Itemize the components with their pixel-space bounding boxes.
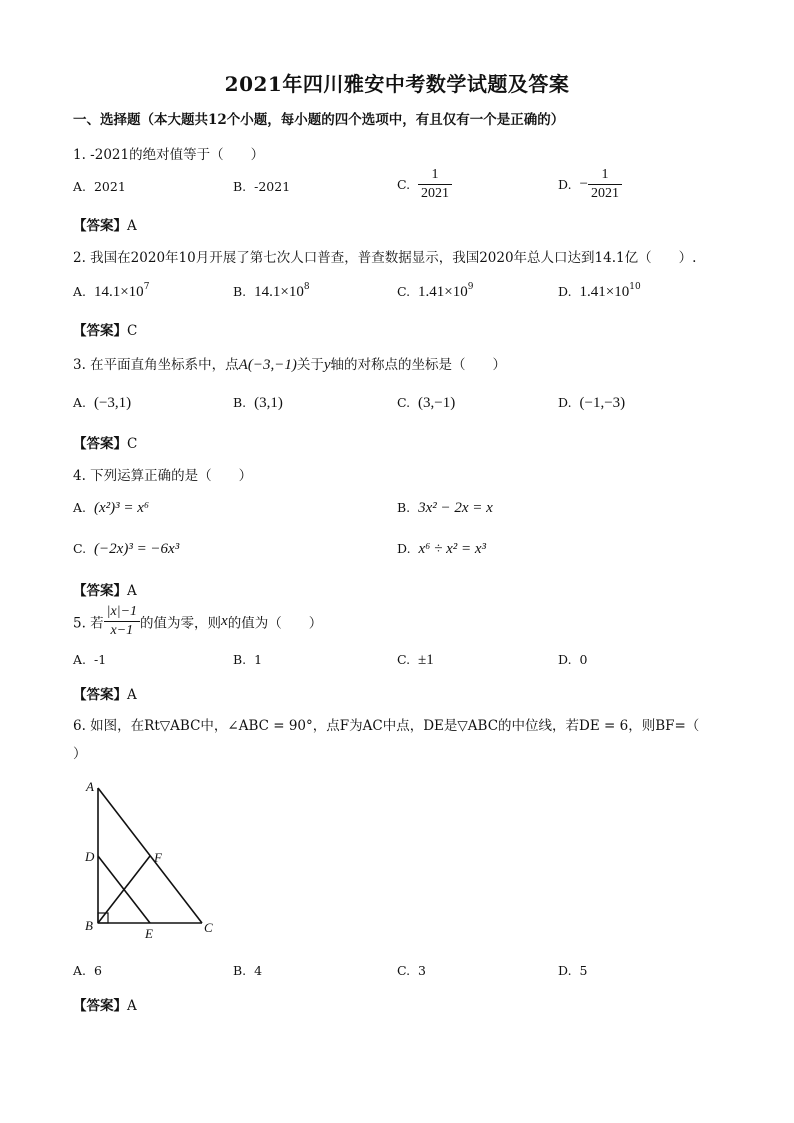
q6-option-c: C. 3 bbox=[397, 963, 426, 978]
q6-stem-line1: 6. 如图，在Rt▽ABC中，∠ABC = 90°，点F为AC中点，DE是▽ABC的中位线，若DE = 6，则BF=（ bbox=[73, 718, 700, 734]
q4-option-d: D. x⁶ ÷ x² = x³ bbox=[397, 541, 487, 557]
q3-option-a: A. (−3,1) bbox=[73, 395, 132, 411]
label-d: D bbox=[85, 849, 95, 864]
q6-stem-line2: ） bbox=[73, 746, 87, 762]
q6-option-a: A. 6 bbox=[73, 963, 102, 978]
page-title: 2021年四川雅安中考数学试题及答案 bbox=[224, 72, 570, 96]
q4-answer: 【答案】A bbox=[73, 583, 137, 599]
q2-stem: 2. 我国在2020年10月开展了第七次人口普查，普查数据显示，我国2020年总人口达到14.1亿（ ）. bbox=[73, 250, 697, 266]
label-a: A bbox=[86, 779, 94, 794]
q1-fraction-d: $\frac{1}{2021}$ bbox=[588, 166, 622, 203]
q5-option-d: D. 0 bbox=[558, 652, 588, 667]
q3-option-d: D. (−1,−3) bbox=[558, 395, 626, 411]
q2-option-d: D. $1.41\times 10^{10}$ bbox=[558, 282, 641, 300]
q4-stem: 4. 下列运算正确的是（ ） bbox=[73, 468, 253, 484]
q1-option-b: B. -2021 bbox=[233, 179, 291, 194]
q5-option-b: B. 1 bbox=[233, 652, 263, 667]
q6-answer: 【答案】A bbox=[73, 998, 137, 1014]
q5-fraction: $\frac{|x|-1}{x-1}$ bbox=[104, 603, 140, 640]
q3-stem: 3. 在平面直角坐标系中，点A(−3,−1)关于y轴的对称点的坐标是（ ） bbox=[73, 357, 506, 373]
q1-stem: 1. -2021的绝对值等于（ ） bbox=[73, 147, 265, 163]
q5-stem: 5. 若 $\frac{|x|-1}{x-1}$ 的值为零，则x的值为（ ） bbox=[73, 604, 323, 638]
q1-option-a: A. 2021 bbox=[73, 179, 126, 194]
q1-option-c: C. $\frac{1}{2021}$ bbox=[397, 166, 452, 203]
q3-answer: 【答案】C bbox=[73, 436, 138, 452]
q2-answer: 【答案】C bbox=[73, 323, 138, 339]
q5-option-c: C. ±1 bbox=[397, 652, 434, 668]
q5-answer: 【答案】A bbox=[73, 687, 137, 703]
q6-option-d: D. 5 bbox=[558, 963, 588, 978]
q2-option-b: B. $14.1\times 10^8$ bbox=[233, 282, 310, 300]
triangle-figure bbox=[80, 778, 220, 947]
label-f: F bbox=[154, 850, 162, 865]
q4-option-b: B. 3x² − 2x = x bbox=[397, 500, 493, 516]
q6-option-b: B. 4 bbox=[233, 963, 263, 978]
q2-option-c: C. $1.41\times 10^9$ bbox=[397, 282, 474, 300]
label-c: C bbox=[204, 920, 213, 935]
q1-option-d: D. − $\frac{1}{2021}$ bbox=[558, 166, 622, 203]
q4-option-a: A. (x²)³ = x⁶ bbox=[73, 500, 150, 516]
q2-option-a: A. $14.1\times 10^7$ bbox=[73, 282, 150, 300]
q1-fraction-c: $\frac{1}{2021}$ bbox=[418, 166, 452, 203]
q1-answer: 【答案】A bbox=[73, 218, 137, 234]
label-b: B bbox=[85, 918, 93, 933]
q4-option-c: C. (−2x)³ = −6x³ bbox=[73, 541, 180, 557]
q3-option-c: C. (3,−1) bbox=[397, 395, 456, 411]
q3-option-b: B. (3,1) bbox=[233, 395, 283, 411]
q5-option-a: A. -1 bbox=[73, 652, 107, 667]
section-heading: 一、选择题（本大题共12个小题，每小题的四个选项中，有且仅有一个是正确的） bbox=[73, 112, 565, 128]
label-e: E bbox=[145, 926, 153, 941]
